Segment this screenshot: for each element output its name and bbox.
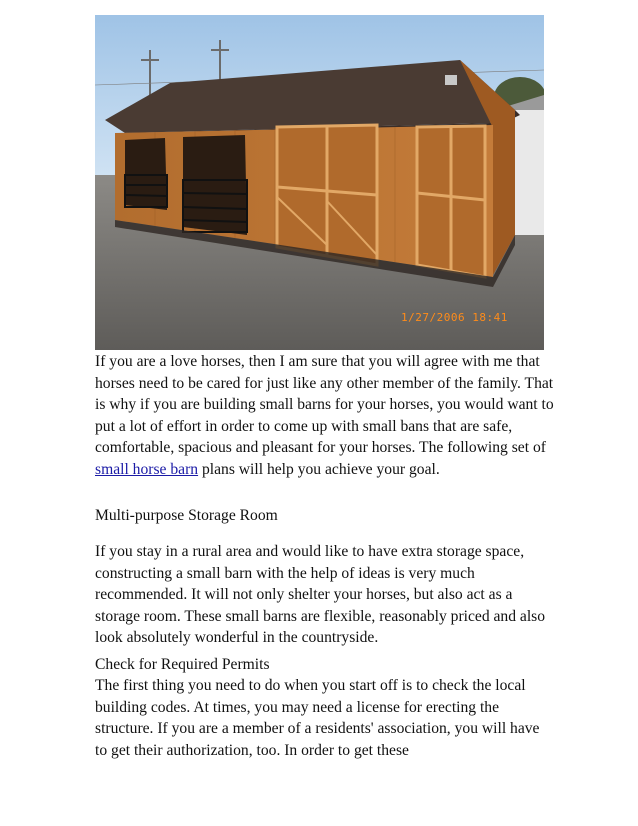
permits-paragraph (95, 675, 555, 761)
small-horse-barn-link[interactable]: small horse barn (95, 460, 199, 478)
section-heading-permits (95, 654, 555, 676)
section1-heading: Multi-purpose Storage Room (95, 507, 278, 524)
barn-photo (95, 15, 544, 350)
section1-body: If you stay in a rural area and would like to have extra storage space, constructing a small barn with the help of ideas is very much recommended. It will not only shelter your horses, but also act as a storage room. These small barns are flexible, reasonably priced and also look absolutely wonderful in the countryside. (95, 543, 546, 646)
barn-image (95, 15, 544, 350)
storage-paragraph (95, 541, 555, 649)
section-heading-storage (95, 505, 555, 527)
section2-heading: Check for Required Permits (95, 656, 270, 673)
intro-paragraph (95, 351, 555, 480)
photo-timestamp: 1/27/2006 18:41 (401, 311, 508, 324)
intro-text-before: If you are a love horses, then I am sure that you will agree with me that horses need to be cared for just like any other member of the family. That is why if you are building small barns for your horses, you would want to put a lot of effort in order to come up with small bans that are safe, comfortable, spacious and pleasant for your horses. The following set of (95, 353, 554, 456)
section2-body: The first thing you need to do when you start off is to check the local building codes. At times, you may need a license for erecting the structure. If you are a member of a residents' association, you will have to get their authorization, too. In order to get these (95, 677, 540, 759)
intro-text-after: plans will help you achieve your goal. (198, 460, 440, 478)
